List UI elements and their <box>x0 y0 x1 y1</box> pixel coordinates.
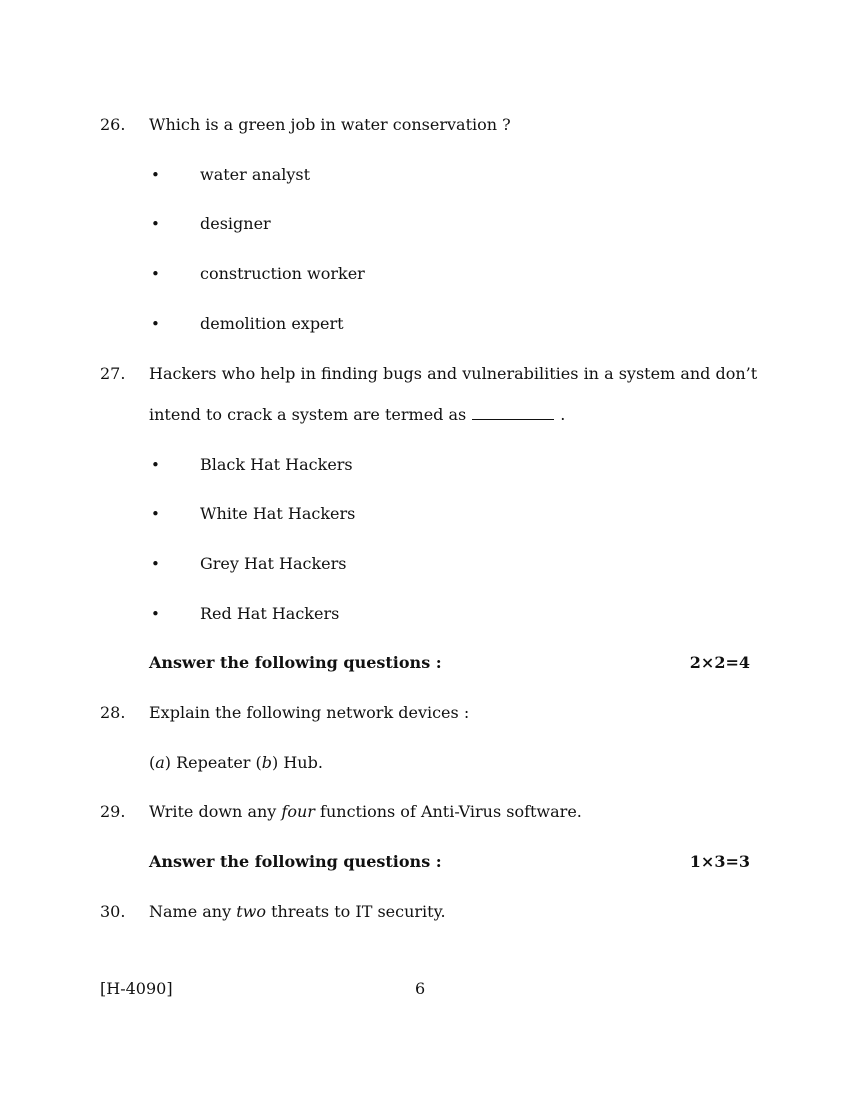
question-text-part: intend to crack a system are termed as <box>149 405 467 424</box>
bullet: • <box>151 215 160 233</box>
question-text <box>149 802 582 822</box>
sub-part-label: a <box>155 753 165 772</box>
question-text-line2 <box>149 405 565 425</box>
section-marks: 2×2=4 <box>689 653 750 672</box>
question-number: 28. <box>100 703 126 722</box>
option: construction worker <box>200 264 365 283</box>
bullet: • <box>151 166 160 184</box>
question-text: Explain the following network devices : <box>149 703 470 722</box>
section-heading: Answer the following questions : <box>149 852 442 871</box>
page-number: 6 <box>415 979 426 998</box>
bullet: • <box>151 605 160 623</box>
emphasis-word: two <box>236 902 267 921</box>
sub-parts: (a) Repeater (b) Hub. <box>149 753 323 772</box>
question-number: 26. <box>100 115 126 134</box>
question-text-part: Name any <box>149 902 232 921</box>
question-number: 29. <box>100 802 126 821</box>
emphasis-word: four <box>281 802 315 821</box>
option: White Hat Hackers <box>200 504 356 523</box>
sub-part-text: Hub. <box>283 753 323 772</box>
question-number: 30. <box>100 902 126 921</box>
bullet: • <box>151 315 160 333</box>
question-text-part: threats to IT security. <box>271 902 446 921</box>
section-marks: 1×3=3 <box>689 852 750 871</box>
question-text-part: Write down any <box>149 802 277 821</box>
option: Red Hat Hackers <box>200 604 340 623</box>
option: Black Hat Hackers <box>200 455 353 474</box>
bullet: • <box>151 456 160 474</box>
question-text <box>149 902 446 922</box>
question-text: Which is a green job in water conservation ? <box>149 115 511 134</box>
question-text-part: . <box>560 405 566 424</box>
bullet: • <box>151 265 160 283</box>
option: Grey Hat Hackers <box>200 554 347 573</box>
paper-code: [H-4090] <box>100 979 173 998</box>
question-text: Hackers who help in finding bugs and vulnerabilities in a system and don’t <box>149 364 758 383</box>
bullet: • <box>151 555 160 573</box>
sub-part-label: b <box>261 753 273 772</box>
section-heading: Answer the following questions : <box>149 653 442 672</box>
question-text-part: functions of Anti-Virus software. <box>320 802 582 821</box>
fill-in-blank <box>472 405 554 420</box>
option: water analyst <box>200 165 311 184</box>
question-number: 27. <box>100 364 126 383</box>
bullet: • <box>151 505 160 523</box>
sub-part-text: Repeater <box>176 753 251 772</box>
option: designer <box>200 214 271 233</box>
option: demolition expert <box>200 314 344 333</box>
